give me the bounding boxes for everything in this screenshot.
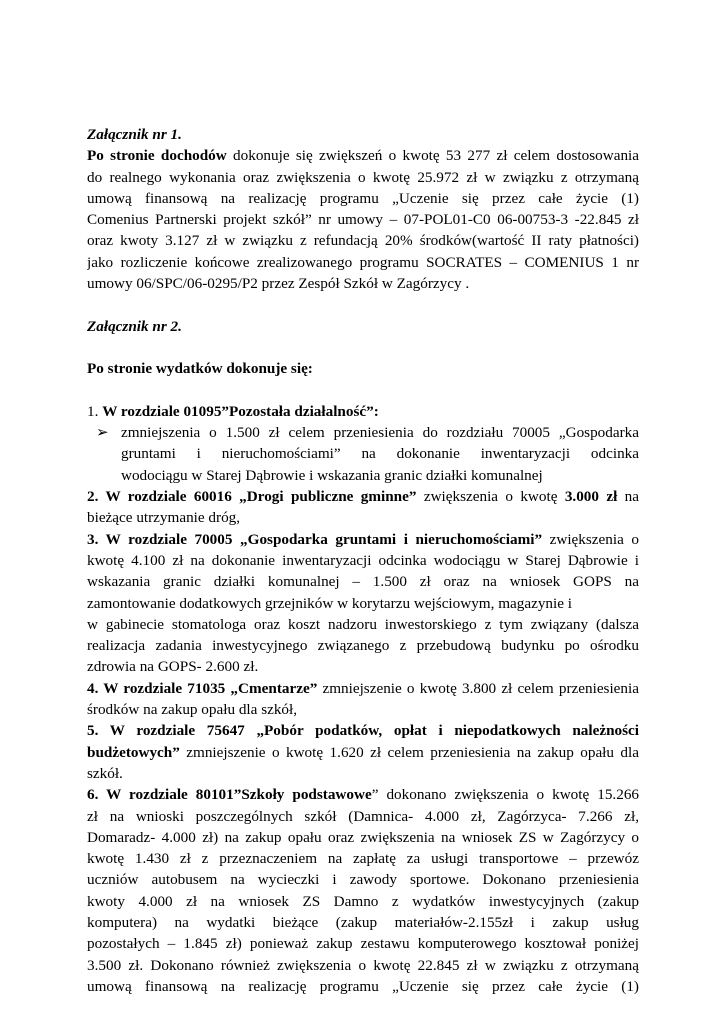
section-2-line: bieżące utrzymanie dróg,: [87, 509, 241, 527]
section-6-line: umową finansową na realizację programu „Uczenie się przez całe życie (1): [87, 977, 639, 995]
annex-1-line: do realnego wykonania oraz zwiększenia o kwotę 25.972 zł w związku z otrzymaną: [87, 168, 639, 186]
annex-2: [87, 316, 639, 998]
section-6-line: 3.500 zł. Dokonano również zwiększenia o kwotę 22.845 zł w związku z otrzymaną: [87, 956, 639, 974]
annex-1-line: oraz kwoty 3.127 zł w związku z refundacją 20% środków(wartość II raty płatności): [87, 232, 639, 250]
annex-1-line: jako rozliczenie końcowe zrealizowanego programu SOCRATES – COMENIUS 1 nr: [87, 253, 639, 271]
document-page: [87, 124, 639, 997]
section-1-title: 1. W rozdziale 01095”Pozostała działalność”:: [87, 402, 379, 420]
annex-1-line: umowy 06/SPC/06-0295/P2 przez Zespół Szkół w Zagórzycy .: [87, 275, 470, 293]
list-item-line: gruntami i nieruchomościami” na dokonanie inwentaryzacji odcinka: [121, 445, 639, 463]
annex-1-line: Po stronie dochodów dokonuje się zwiększeń o kwotę 53 277 zł celem dostosowania: [87, 147, 639, 165]
section-6-line: zł na wnioski poszczególnych szkół (Damnica- 4.000 zł, Zagórzyca- 7.266 zł,: [87, 807, 639, 825]
section-6-line: 6. W rozdziale 80101”Szkoły podstawowe” dokonano zwiększenia o kwotę 15.266: [87, 786, 639, 804]
section-3-line: 3. W rozdziale 70005 „Gospodarka gruntami i nieruchomościami” zwiększenia o: [87, 530, 639, 548]
annex-1-heading: Załącznik nr 1.: [87, 126, 182, 143]
section-5-line: 5. W rozdziale 75647 „Pobór podatków, opłat i niepodatkowych należności: [87, 722, 639, 740]
section-3-line: zdrowia na GOPS- 2.600 zł.: [87, 658, 259, 676]
section-3-line: w gabinecie stomatologa oraz koszt nadzoru inwestorskiego z tym związany (dalsza: [87, 615, 639, 633]
section-6-line: komputera) na wydatki bieżące (zakup materiałów-2.155zł i zakup usług: [87, 913, 639, 931]
section-3-line: zamontowanie dodatkowych grzejników w korytarzu wejściowym, magazynie i: [87, 594, 573, 612]
section-4-line: środków na zakup opału dla szkół,: [87, 701, 298, 719]
section-5-line: szkół.: [87, 764, 123, 782]
list-item-line: wodociągu w Starej Dąbrowie i wskazania granic działki komunalnej: [121, 466, 543, 484]
section-6-line: kwoty 4.000 zł na wniosek ZS Damno z wydatków inwestycyjnych (zakup: [87, 892, 639, 910]
arrowhead-bullet-icon: ➢: [96, 424, 109, 442]
section-6-line: pozostałych – 1.845 zł) ponieważ zakup zestawu komputerowego kosztował poniżej: [87, 935, 639, 953]
section-6-line: kwotę 1.430 zł z przeznaczeniem na zapłatę za usługi transportowe – przewóz: [87, 850, 639, 868]
annex-1-line: umową finansową na realizację programu „Uczenie się przez całe życie (1): [87, 189, 639, 207]
section-3-line: kwotę 4.100 zł na dokonanie inwentaryzacji odcinka wodociągu w Starej Dąbrowie i: [87, 551, 639, 569]
annex-1-line: Comenius Partnerski projekt szkół” nr umowy – 07-POL01-C0 06-00753-3 -22.845 zł: [87, 211, 639, 229]
section-6-line: uczniów autobusem na wycieczki i zawody sportowe. Dokonano przeniesienia: [87, 871, 639, 889]
list-item-line: zmniejszenia o 1.500 zł celem przeniesienia do rozdziału 70005 „Gospodarka: [121, 424, 639, 442]
bullet-list: [87, 422, 639, 486]
section-6-line: Domaradz- 4.000 zł) na zakup opału oraz zwiększenia na wniosek ZS w Zagórzycy o: [87, 828, 639, 846]
section-3-line: wskazania granic działki komunalnej – 1.500 zł oraz na wniosek GOPS na: [87, 573, 639, 591]
income-side-label: Po stronie dochodów: [87, 147, 227, 165]
section-3-line: realizacja zadania inwestycyjnego związanego z przebudową budynku po ośrodku: [87, 637, 639, 655]
annex-1: [87, 124, 639, 294]
section-5-line: budżetowych” zmniejszenie o kwotę 1.620 zł celem przeniesienia na zakup opału dla: [87, 743, 639, 761]
section-4-line: 4. W rozdziale 71035 „Cmentarze” zmniejszenie o kwotę 3.800 zł celem przeniesienia: [87, 679, 639, 697]
annex-2-heading: Załącznik nr 2.: [87, 317, 182, 335]
section-2-line: 2. W rozdziale 60016 „Drogi publiczne gminne” zwiększenia o kwotę 3.000 zł na: [87, 488, 639, 506]
expenses-side-heading: Po stronie wydatków dokonuje się:: [87, 360, 313, 378]
